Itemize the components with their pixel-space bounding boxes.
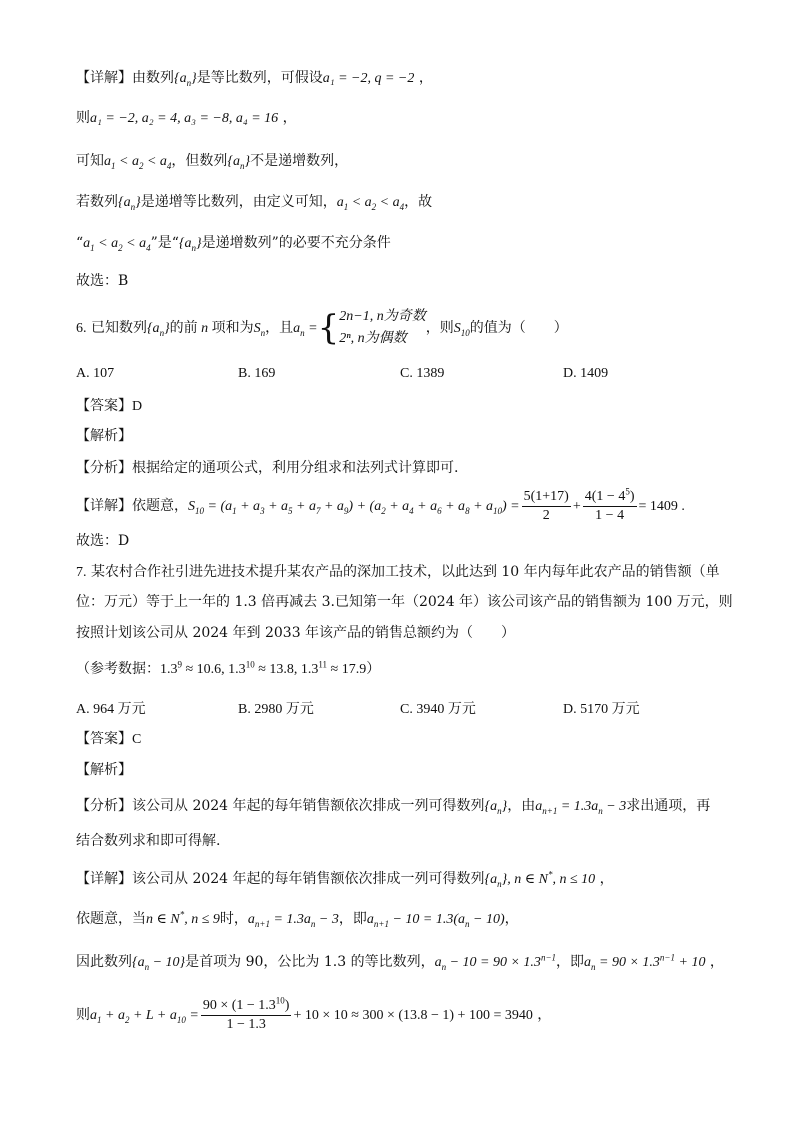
detail-line-q6: 【详解】依题意，$S_{10} = (a_1 + a_3 + a_5 + a_7 + a_9) + (a_2 + a_4 + a_6 + a_8 + a_{10})$ = $\frac{5(1+17)}{2}$ + $\frac{4(1 - 4^5)}{1 - 4}$ = 1409 . bbox=[76, 485, 685, 523]
option-d: D. 1409 bbox=[563, 366, 609, 381]
fraction: $\frac{4(1 - 4^5)}{1 - 4}$ bbox=[584, 485, 635, 523]
fenxi-line-1: 【分析】该公司从 2024 年起的每年销售额依次排成一列可得数列$\{a_n\}$，由$a_{n+1} = 1.3a_n - 3$求出通项，再 bbox=[76, 798, 711, 816]
choice-line: 故选：B bbox=[76, 273, 129, 289]
analysis-tag: 【解析】 bbox=[76, 762, 132, 778]
math-expr: a₁ = −2, q = −2 bbox=[322, 71, 415, 86]
detail-tag: 【详解】 bbox=[76, 70, 132, 86]
reference-data: （参考数据：$1.3^9 \approx 10.6$, $1.3^{10} \approx 13.8$, $1.3^{11} \approx 17.9$） bbox=[76, 659, 381, 677]
option-b: B. 2980 万元 bbox=[238, 702, 314, 717]
math-expr: a₁ = −2, a₂ = 4, a₃ = −8, a₄ = 16 bbox=[90, 111, 279, 126]
answer-line: 【答案】C bbox=[76, 731, 142, 747]
detail-line-5: “$a_1 < a_2 < a_4$”是“$\{a_n\}$是递增数列”的必要不充分条件 bbox=[76, 235, 391, 253]
choice-line: 故选：D bbox=[76, 533, 130, 549]
brace: { bbox=[317, 308, 340, 348]
answer-line: 【答案】D bbox=[76, 398, 143, 414]
piecewise-cases: 2n−1, n为奇数 2ⁿ, n为偶数 bbox=[339, 309, 426, 346]
option-a: A. 107 bbox=[76, 366, 115, 381]
detail-line-4: 若数列$\{a_n\}$是递增等比数列，由定义可知，$a_1 < a_2 < a_4$，故 bbox=[76, 194, 433, 212]
detail-line-q7-4: 则$a_1 + a_2 + L + a_{10}$ = $\frac{90 \times (1 - 1.3^{10})}{1 - 1.3}$ + 10 × 10 ≈ 300 × (13.8 − 1) + 100 = 3940 ， bbox=[76, 994, 552, 1032]
detail-line-2: 则a₁ = −2, a₂ = 4, a₃ = −8, a₄ = 16 ， bbox=[76, 110, 297, 126]
option-d: D. 5170 万元 bbox=[563, 702, 640, 717]
detail-line-1: 【详解】由数列$\{a_n\}$是等比数列，可假设a₁ = −2, q = −2 ， bbox=[76, 70, 433, 88]
option-b: B. 169 bbox=[238, 366, 276, 381]
detail-line-3: 可知$a_1 < a_2 < a_4$，但数列$\{a_n\}$不是递增数列， bbox=[76, 153, 349, 171]
detail-line-q7-1: 【详解】该公司从 2024 年起的每年销售额依次排成一列可得数列$\{a_n\}$, n ∈ N*, n ≤ 10 ， bbox=[76, 869, 614, 889]
detail-line-q7-2: 依题意，当n ∈ N*, n ≤ 9时，$a_{n+1} = 1.3a_n - 3$，即$a_{n+1} - 10 = 1.3(a_n - 10)$， bbox=[76, 909, 519, 929]
question-7-line-1: 7. 某农村合作社引进先进技术提升某农产品的深加工技术，以此达到 10 年内每年此农产品的销售额（单 bbox=[76, 564, 720, 580]
fenxi-line: 【分析】根据给定的通项公式，利用分组求和法列式计算即可. bbox=[76, 460, 459, 476]
question-7-line-2: 位：万元）等于上一年的 1.3 倍再减去 3.已知第一年（2024 年）该公司该产品的销售额为 100 万元，则 bbox=[76, 594, 733, 610]
analysis-tag: 【解析】 bbox=[76, 428, 132, 444]
fenxi-line-2: 结合数列求和即可得解. bbox=[76, 833, 221, 849]
question-7-line-3: 按照计划该公司从 2024 年到 2033 年该产品的销售总额约为（ ） bbox=[76, 625, 516, 641]
question-6-stem: 6. 已知数列$\{a_n\}$的前 n 项和为$S_n$，且$a_n$ ={ 2n−1, n为奇数 2ⁿ, n为偶数 ，则$S_{10}$的值为（ ） bbox=[76, 308, 568, 348]
option-c: C. 3940 万元 bbox=[400, 702, 476, 717]
fraction: $\frac{5(1+17)}{2}$ bbox=[523, 488, 569, 523]
option-c: C. 1389 bbox=[400, 366, 445, 381]
fraction: $\frac{90 \times (1 - 1.3^{10})}{1 - 1.3}$ bbox=[202, 994, 290, 1032]
option-a: A. 964 万元 bbox=[76, 702, 146, 717]
detail-line-q7-3: 因此数列$\{a_n - 10\}$是首项为 90，公比为 1.3 的等比数列，$a_n - 10 = 90 \times 1.3^{n-1}$，即$a_n = 90 \times 1.3^{n-1} + 10$ ， bbox=[76, 952, 724, 972]
